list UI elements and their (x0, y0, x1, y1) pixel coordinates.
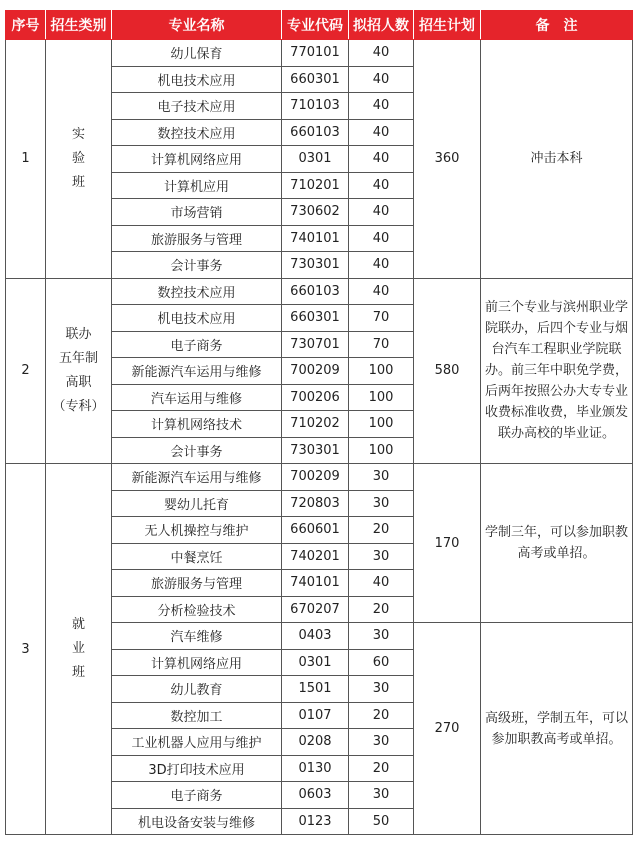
enroll-count: 30 (349, 729, 414, 756)
group-seq: 3 (6, 464, 46, 835)
enroll-plan: 170 (414, 464, 481, 623)
major-name: 工业机器人应用与维护 (112, 729, 282, 756)
major-code: 0603 (282, 782, 349, 809)
major-code: 710201 (282, 172, 349, 199)
enroll-plan: 360 (414, 40, 481, 279)
remarks: 冲击本科 (481, 40, 633, 279)
major-code: 740101 (282, 225, 349, 252)
major-code: 740101 (282, 570, 349, 597)
major-name: 数控技术应用 (112, 119, 282, 146)
enroll-count: 20 (349, 702, 414, 729)
remarks: 前三个专业与滨州职业学院联办，后四个专业与烟台汽车工程职业学院联办。前三年中职免学费，后两年按照公办大专专业收费标准收费，毕业颁发联办高校的毕业证。 (481, 278, 633, 464)
enroll-count: 40 (349, 225, 414, 252)
major-name: 3D打印技术应用 (112, 755, 282, 782)
group-seq: 1 (6, 40, 46, 279)
major-name: 旅游服务与管理 (112, 570, 282, 597)
major-name: 数控加工 (112, 702, 282, 729)
major-code: 660601 (282, 517, 349, 544)
major-name: 中餐烹饪 (112, 543, 282, 570)
major-name: 婴幼儿托育 (112, 490, 282, 517)
major-code: 770101 (282, 40, 349, 67)
enrollment-table (5, 10, 633, 835)
major-name: 会计事务 (112, 252, 282, 279)
category-line: 高职 (65, 374, 92, 390)
major-code: 730701 (282, 331, 349, 358)
table-row (6, 40, 633, 67)
major-name: 机电技术应用 (112, 66, 282, 93)
category-line: 验 (71, 150, 85, 166)
header-seq: 序号 (6, 11, 46, 40)
header-enroll-plan: 招生计划 (414, 11, 481, 40)
category-line: 五年制 (58, 350, 98, 366)
enroll-count: 40 (349, 146, 414, 173)
enroll-count: 30 (349, 490, 414, 517)
major-name: 新能源汽车运用与维修 (112, 358, 282, 385)
header-major-name: 专业名称 (112, 11, 282, 40)
major-code: 710103 (282, 93, 349, 120)
major-name: 机电设备安装与维修 (112, 808, 282, 835)
major-code: 0403 (282, 623, 349, 650)
major-code: 660301 (282, 66, 349, 93)
table-row (6, 464, 633, 491)
header-enroll-count: 拟招人数 (349, 11, 414, 40)
major-name: 计算机网络应用 (112, 146, 282, 173)
major-name: 会计事务 (112, 437, 282, 464)
major-code: 730602 (282, 199, 349, 226)
major-code: 660301 (282, 305, 349, 332)
header-major-code: 专业代码 (282, 11, 349, 40)
enroll-count: 50 (349, 808, 414, 835)
remarks: 学制三年，可以参加职教高考或单招。 (481, 464, 633, 623)
major-name: 幼儿教育 (112, 676, 282, 703)
group-category (46, 40, 112, 279)
major-code: 660103 (282, 278, 349, 305)
enroll-count: 100 (349, 384, 414, 411)
enroll-count: 20 (349, 596, 414, 623)
category-line: 业 (71, 641, 85, 656)
major-name: 旅游服务与管理 (112, 225, 282, 252)
major-code: 670207 (282, 596, 349, 623)
category-line: 实 (71, 126, 85, 142)
header-row (6, 11, 633, 40)
major-code: 700206 (282, 384, 349, 411)
category-line: 就 (71, 617, 85, 632)
enroll-count: 70 (349, 331, 414, 358)
header-category: 招生类别 (46, 11, 112, 40)
enroll-count: 40 (349, 199, 414, 226)
group-seq: 2 (6, 278, 46, 464)
major-name: 新能源汽车运用与维修 (112, 464, 282, 491)
enroll-count: 70 (349, 305, 414, 332)
major-name: 市场营销 (112, 199, 282, 226)
major-code: 0130 (282, 755, 349, 782)
major-code: 0301 (282, 649, 349, 676)
enroll-count: 100 (349, 358, 414, 385)
enroll-count: 20 (349, 755, 414, 782)
table-row (6, 278, 633, 305)
enroll-count: 40 (349, 93, 414, 120)
category-line: 班 (71, 174, 85, 190)
enroll-count: 60 (349, 649, 414, 676)
enroll-plan: 270 (414, 623, 481, 835)
major-code: 700209 (282, 464, 349, 491)
major-name: 无人机操控与维护 (112, 517, 282, 544)
enroll-count: 100 (349, 411, 414, 438)
major-name: 计算机网络技术 (112, 411, 282, 438)
major-code: 700209 (282, 358, 349, 385)
enroll-plan: 580 (414, 278, 481, 464)
category-line: 联办 (65, 326, 92, 342)
major-name: 机电技术应用 (112, 305, 282, 332)
major-code: 1501 (282, 676, 349, 703)
enroll-count: 40 (349, 570, 414, 597)
major-code: 730301 (282, 437, 349, 464)
major-code: 0107 (282, 702, 349, 729)
major-name: 计算机网络应用 (112, 649, 282, 676)
group-category (46, 278, 112, 464)
enroll-count: 30 (349, 623, 414, 650)
major-code: 710202 (282, 411, 349, 438)
major-code: 720803 (282, 490, 349, 517)
enroll-count: 40 (349, 66, 414, 93)
enroll-count: 40 (349, 252, 414, 279)
enroll-count: 30 (349, 676, 414, 703)
enroll-count: 30 (349, 782, 414, 809)
major-name: 计算机应用 (112, 172, 282, 199)
group-category (46, 464, 112, 835)
major-name: 幼儿保育 (112, 40, 282, 67)
major-name: 数控技术应用 (112, 278, 282, 305)
major-code: 0208 (282, 729, 349, 756)
enroll-count: 100 (349, 437, 414, 464)
enroll-count: 20 (349, 517, 414, 544)
major-name: 电子商务 (112, 331, 282, 358)
enroll-count: 40 (349, 40, 414, 67)
enroll-count: 30 (349, 543, 414, 570)
enroll-count: 40 (349, 278, 414, 305)
major-code: 730301 (282, 252, 349, 279)
major-code: 0123 (282, 808, 349, 835)
remarks: 高级班，学制五年，可以参加职教高考或单招。 (481, 623, 633, 835)
category-line: 班 (71, 665, 85, 680)
major-code: 660103 (282, 119, 349, 146)
major-code: 0301 (282, 146, 349, 173)
major-name: 分析检验技术 (112, 596, 282, 623)
major-code: 740201 (282, 543, 349, 570)
enroll-count: 30 (349, 464, 414, 491)
major-name: 汽车维修 (112, 623, 282, 650)
category-line: （专科） (52, 398, 105, 414)
table-body (6, 40, 633, 835)
major-name: 电子技术应用 (112, 93, 282, 120)
major-name: 汽车运用与维修 (112, 384, 282, 411)
enroll-count: 40 (349, 172, 414, 199)
enroll-count: 40 (349, 119, 414, 146)
major-name: 电子商务 (112, 782, 282, 809)
header-remarks: 备 注 (481, 11, 633, 40)
